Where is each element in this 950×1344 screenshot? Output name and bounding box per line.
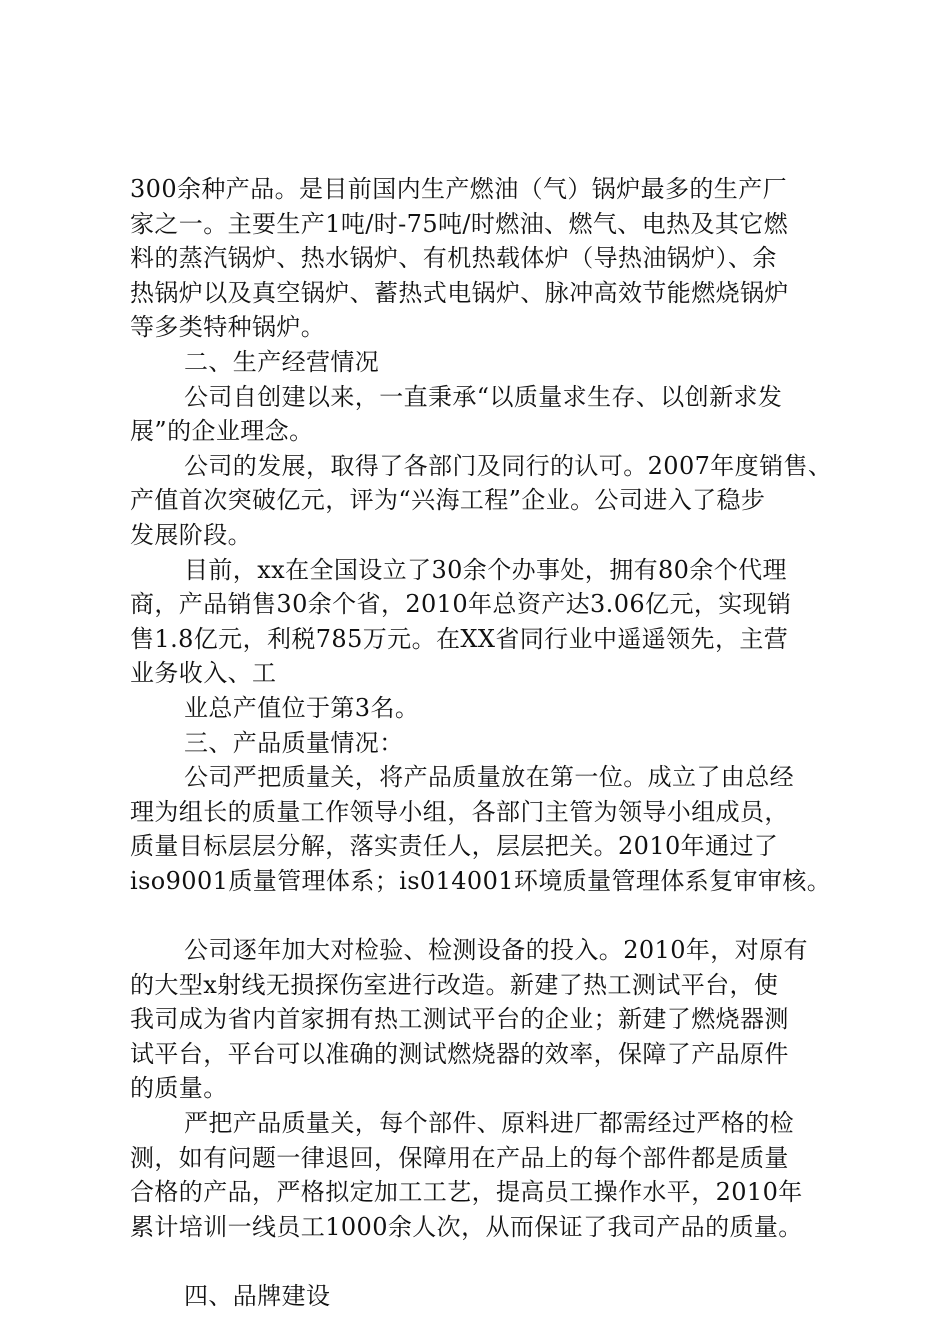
section-heading-quality: 三、产品质量情况： <box>184 728 404 757</box>
text-line: 严把产品质量关，每个部件、原料进厂都需经过严格的检 <box>184 1109 794 1138</box>
text-line: 家之一。主要生产1吨/时-75吨/时燃油、燃气、电热及其它燃 <box>130 209 789 238</box>
document-page <box>130 172 833 1314</box>
text-line: 商，产品销售30余个省，2010年总资产达3.06亿元，实现销 <box>130 590 792 619</box>
text-line: 业总产值位于第3名。 <box>184 693 420 722</box>
text-line: 测，如有问题一律退回，保障用在产品上的每个部件都是质量 <box>130 1143 789 1172</box>
text-line: 等多类特种锅炉。 <box>130 313 326 342</box>
text-line: 公司的发展，取得了各部门及同行的认可。2007年度销售、 <box>184 451 833 480</box>
text-line: 公司自创建以来，一直秉承“以质量求生存、以创新求发 <box>184 382 783 411</box>
text-line: 热锅炉以及真空锅炉、蓄热式电锅炉、脉冲高效节能燃烧锅炉 <box>130 278 789 307</box>
section-heading-brand: 四、品牌建设 <box>184 1282 331 1310</box>
text-line: 售1.8亿元，利税785万元。在XX省同行业中遥遥领先，主营 <box>130 624 789 653</box>
text-line: 展”的企业理念。 <box>130 417 314 446</box>
text-line: 公司严把质量关，将产品质量放在第一位。成立了由总经 <box>184 763 794 792</box>
text-line: 300余种产品。是目前国内生产燃油（气）锅炉最多的生产厂 <box>130 175 788 203</box>
text-line: iso9001质量管理体系；is014001环境质量管理体系复审审核。 <box>130 866 832 895</box>
text-line: 试平台，平台可以准确的测试燃烧器的效率，保障了产品原件 <box>130 1039 789 1068</box>
text-line: 发展阶段。 <box>130 520 252 549</box>
paragraph-gap <box>130 1244 830 1279</box>
text-line: 理为组长的质量工作领导小组，各部门主管为领导小组成员， <box>130 797 789 826</box>
text-line: 质量目标层层分解，落实责任人，层层把关。2010年通过了 <box>130 832 779 861</box>
text-line: 目前，xx在全国设立了30余个办事处，拥有80余个代理 <box>184 555 787 584</box>
text-line: 的质量。 <box>130 1074 228 1103</box>
text-line: 合格的产品，严格拟定加工工艺，提高员工操作水平，2010年 <box>130 1178 803 1207</box>
text-line: 的大型x射线无损探伤室进行改造。新建了热工测试平台，使 <box>130 970 779 999</box>
section-heading-production: 二、生产经营情况 <box>184 347 380 376</box>
text-line: 业务收入、工 <box>130 659 277 688</box>
paragraph-gap <box>130 898 830 933</box>
text-line: 产值首次突破亿元，评为“兴海工程”企业。公司进入了稳步 <box>130 486 766 515</box>
text-line: 累计培训一线员工1000余人次，从而保证了我司产品的质量。 <box>130 1212 803 1241</box>
text-line: 公司逐年加大对检验、检测设备的投入。2010年，对原有 <box>184 936 808 965</box>
text-line: 料的蒸汽锅炉、热水锅炉、有机热载体炉（导热油锅炉）、余 <box>130 244 777 273</box>
text-line: 我司成为省内首家拥有热工测试平台的企业；新建了燃烧器测 <box>130 1005 789 1034</box>
